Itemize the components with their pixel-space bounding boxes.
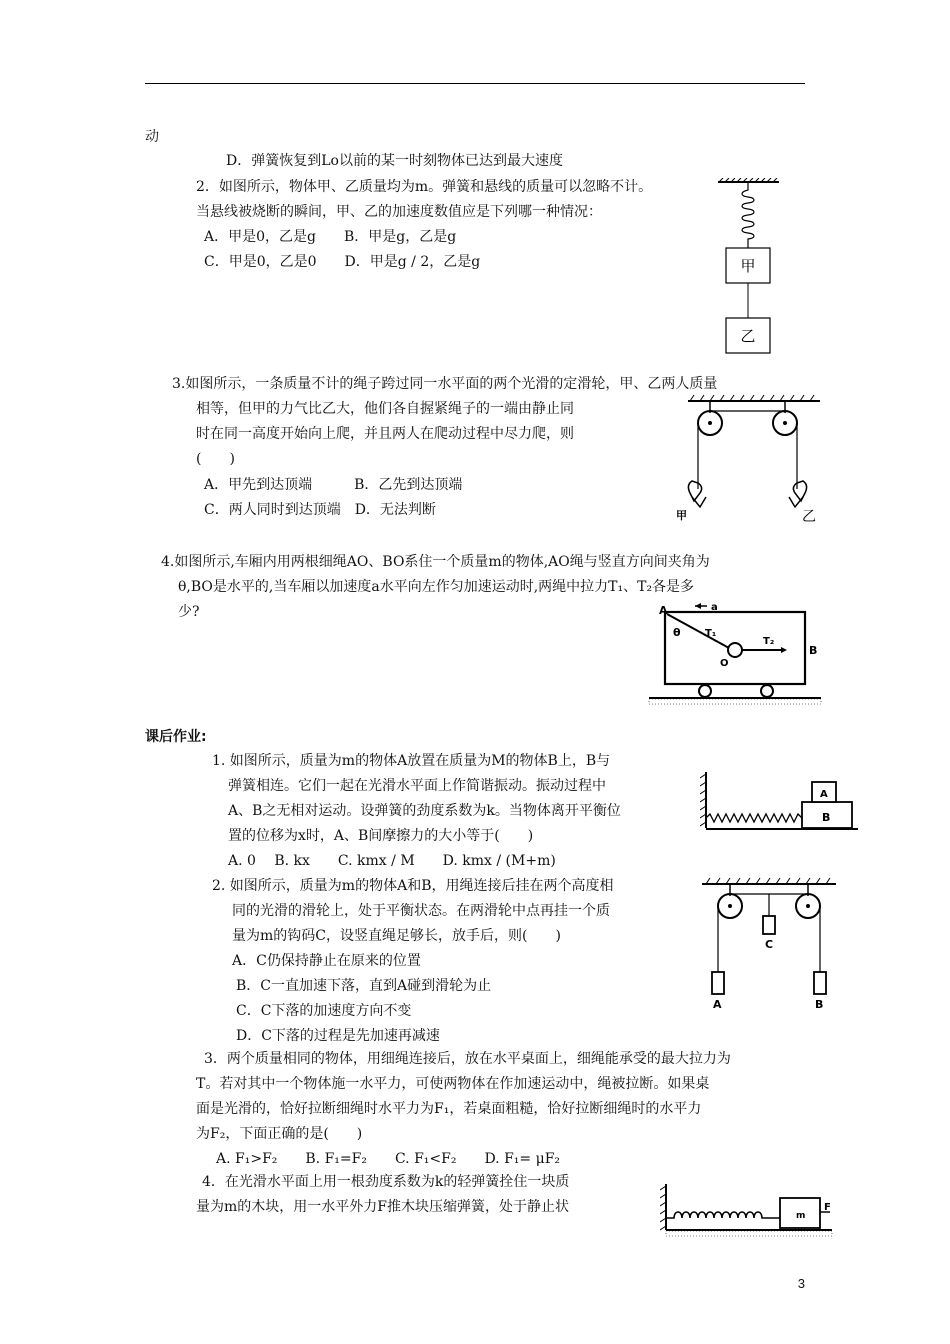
mass-a-label: A [713, 998, 722, 1011]
q3-line1: 3.如图所示，一条质量不计的绳子跨过同一水平面的两个光滑的定滑轮，甲、乙两人质量 [172, 376, 718, 392]
hook-c-label: C [765, 938, 774, 951]
spring-blocks-figure [715, 178, 785, 358]
hw2-option-d: D．C下落的过程是先加速再减速 [236, 1028, 440, 1044]
t1-label: T₁ [705, 628, 717, 639]
hw1-line4: 置的位移为x时，A、B间摩擦力的大小等于( ) [228, 828, 534, 844]
q2-line1: 2．如图所示，物体甲、乙质量均为m。弹簧和悬线的质量可以忽略不计。 [196, 179, 653, 195]
hw2-option-c: C．C下落的加速度方向不变 [236, 1003, 412, 1019]
point-a-label: A [659, 604, 668, 617]
q4-line3: 少? [178, 604, 200, 620]
climber-jia-label: 甲 [676, 509, 687, 522]
block-jia-label: 甲 [740, 257, 756, 275]
block-m-label: m [796, 1211, 806, 1221]
hw3-line3: 面是光滑的，恰好拉断细绳时水平力为F₁，若桌面粗糙，恰好拉断细绳时的水平力 [196, 1101, 702, 1117]
hw4-line2: 量为m的木块，用一水平外力F推木块压缩弹簧，处于静止状 [196, 1199, 569, 1215]
q4-line1: 4.如图所示,车厢内用两根细绳AO、BO系住一个质量m的物体,AO绳与竖直方向间夹角为 [161, 554, 710, 570]
hw1-line1: 1. 如图所示，质量为m的物体A放置在质量为M的物体B上，B与 [212, 753, 611, 769]
q4-line2: θ,BO是水平的,当车厢以加速度a水平向左作匀加速运动时,两绳中拉力T₁、T₂各是多 [178, 579, 695, 595]
homework-title: 课后作业: [145, 729, 207, 745]
hw1-options: A. 0 B. kx C. kmx / M D. kmx / (M+m) [228, 853, 556, 869]
q3-options-cd: C．两人同时到达顶端 D．无法判断 [204, 502, 436, 518]
prev-continuation: 动 [145, 129, 159, 145]
q3-line4: ( ) [196, 451, 235, 467]
q3-line2: 相等，但甲的力气比乙大，他们各自握紧绳子的一端由静止同 [196, 401, 574, 417]
hw2-line2: 同的光滑的滑轮上，处于平衡状态。在两滑轮中点再挂一个质 [232, 903, 610, 919]
hw1-line2: 弹簧相连。它们一起在光滑水平面上作简谐振动。振动过程中 [228, 778, 606, 794]
hw1-line3: A、B之无相对运动。设弹簧的劲度系数为k。当物体离开平衡位 [228, 803, 621, 819]
q2-options-cd: C．甲是0，乙是0 D．甲是g / 2，乙是g [204, 254, 481, 270]
pulleys-abc-figure [700, 876, 840, 1012]
hw2-option-b: B．C一直加速下落，直到A碰到滑轮为止 [236, 978, 492, 994]
q3-options-ab: A．甲先到达顶端 B．乙先到达顶端 [204, 477, 463, 493]
block-a-label: A [820, 789, 828, 800]
prev-option-d: D．弹簧恢复到Lo以前的某一时刻物体已达到最大速度 [226, 153, 563, 169]
hw3-line4: 为F₂，下面正确的是( ) [196, 1126, 363, 1142]
spring-block-force-figure [660, 1180, 835, 1242]
spring-blocks-ab-figure [700, 770, 860, 834]
block-b-label: B [822, 811, 831, 824]
mass-b-label: B [815, 998, 824, 1011]
point-b-label: B [809, 644, 818, 657]
hw3-line2: T。若对其中一个物体施一水平力，可使两物体在作加速运动中，绳被拉断。如果桌 [196, 1076, 710, 1092]
force-f-label: F [824, 1202, 831, 1213]
t2-label: T₂ [763, 636, 775, 647]
accel-label: a [711, 602, 718, 613]
point-o-label: O [720, 658, 729, 669]
hw2-option-a: A．C仍保持静止在原来的位置 [232, 953, 421, 969]
page-number: 3 [797, 1276, 805, 1291]
climber-yi-label: 乙 [802, 509, 816, 525]
pulley-climbers-figure [670, 393, 830, 525]
hw3-line1: 3．两个质量相同的物体，用细绳连接后，放在水平桌面上，细绳能承受的最大拉力为 [204, 1051, 731, 1067]
hw4-line1: 4．在光滑水平面上用一根劲度系数为k的轻弹簧拴住一块质 [202, 1174, 570, 1190]
hw2-line3: 量为m的钩码C，设竖直绳足够长，放手后，则( ) [232, 928, 561, 944]
block-yi-label: 乙 [740, 327, 756, 345]
theta-label: θ [673, 626, 681, 639]
q2-options-ab: A．甲是0，乙是g B．甲是g，乙是g [204, 229, 457, 245]
hw3-options: A. F₁>F₂ B. F₁=F₂ C. F₁<F₂ D. F₁= μF₂ [216, 1151, 561, 1167]
header-rule [145, 83, 805, 84]
q2-line2: 当悬线被烧断的瞬间，甲、乙的加速度数值应是下列哪一种情况： [196, 204, 602, 220]
carriage-figure [645, 598, 825, 710]
hw2-line1: 2. 如图所示，质量为m的物体A和B，用绳连接后挂在两个高度相 [212, 878, 614, 894]
q3-line3: 时在同一高度开始向上爬，并且两人在爬动过程中尽力爬，则 [196, 426, 574, 442]
